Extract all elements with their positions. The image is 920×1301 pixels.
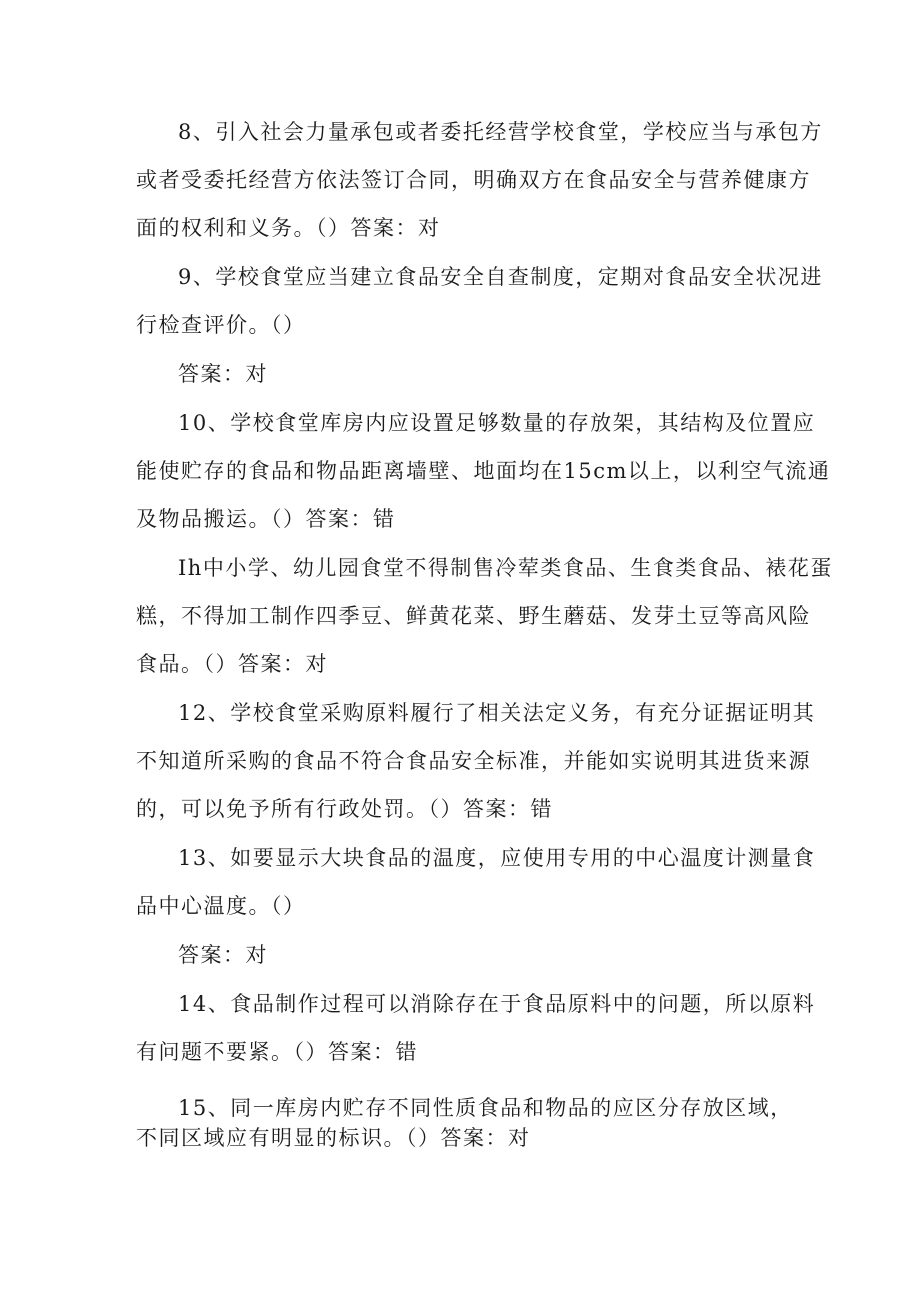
question-10-line-2: 能使贮存的食品和物品距离墙壁、地面均在15cm以上，以利空气流通 bbox=[136, 459, 831, 483]
question-12-line-3: 的，可以免予所有行政处罚。（）答案：错 bbox=[136, 797, 553, 821]
question-9-answer: 答案：对 bbox=[178, 362, 268, 386]
question-12-line-2: 不知道所采购的食品不符合食品安全标准，并能如实说明其进货来源 bbox=[136, 749, 811, 773]
question-10-line-3: 及物品搬运。（）答案：错 bbox=[136, 507, 396, 531]
question-8-line-1: 8、引入社会力量承包或者委托经营学校食堂，学校应当与承包方 bbox=[178, 120, 823, 144]
question-15-line-2: 不同区域应有明显的标识。（）答案：对 bbox=[136, 1126, 531, 1150]
question-13-answer: 答案：对 bbox=[178, 943, 268, 967]
question-8-line-2: 或者受委托经营方依法签订合同，明确双方在食品安全与营养健康方 bbox=[136, 168, 811, 192]
question-13-line-2: 品中心温度。（） bbox=[136, 894, 306, 918]
question-11-line-3: 食品。（）答案：对 bbox=[136, 652, 328, 676]
question-14-line-1: 14、食品制作过程可以消除存在于食品原料中的问题，所以原料 bbox=[178, 992, 816, 1016]
question-10-line-1: 10、学校食堂库房内应设置足够数量的存放架，其结构及位置应 bbox=[178, 411, 816, 435]
question-13-line-1: 13、如要显示大块食品的温度，应使用专用的中心温度计测量食 bbox=[178, 846, 816, 870]
question-9-line-1: 9、学校食堂应当建立食品安全自查制度，定期对食品安全状况进 bbox=[178, 265, 823, 289]
question-12-line-1: 12、学校食堂采购原料履行了相关法定义务，有充分证据证明其 bbox=[178, 701, 816, 725]
question-11-line-1: Ih中小学、幼儿园食堂不得制售冷荤类食品、生食类食品、裱花蛋 bbox=[178, 556, 833, 580]
question-8-line-3: 面的权利和义务。（）答案：对 bbox=[136, 216, 441, 240]
question-9-line-2: 行检查评价。（） bbox=[136, 313, 306, 337]
question-15-line-1: 15、同一库房内贮存不同性质食品和物品的应区分存放区域， bbox=[178, 1096, 793, 1120]
question-11-line-2: 糕，不得加工制作四季豆、鲜黄花菜、野生蘑菇、发芽土豆等高风险 bbox=[136, 604, 811, 628]
question-14-line-2: 有问题不要紧。（）答案：错 bbox=[136, 1040, 418, 1064]
